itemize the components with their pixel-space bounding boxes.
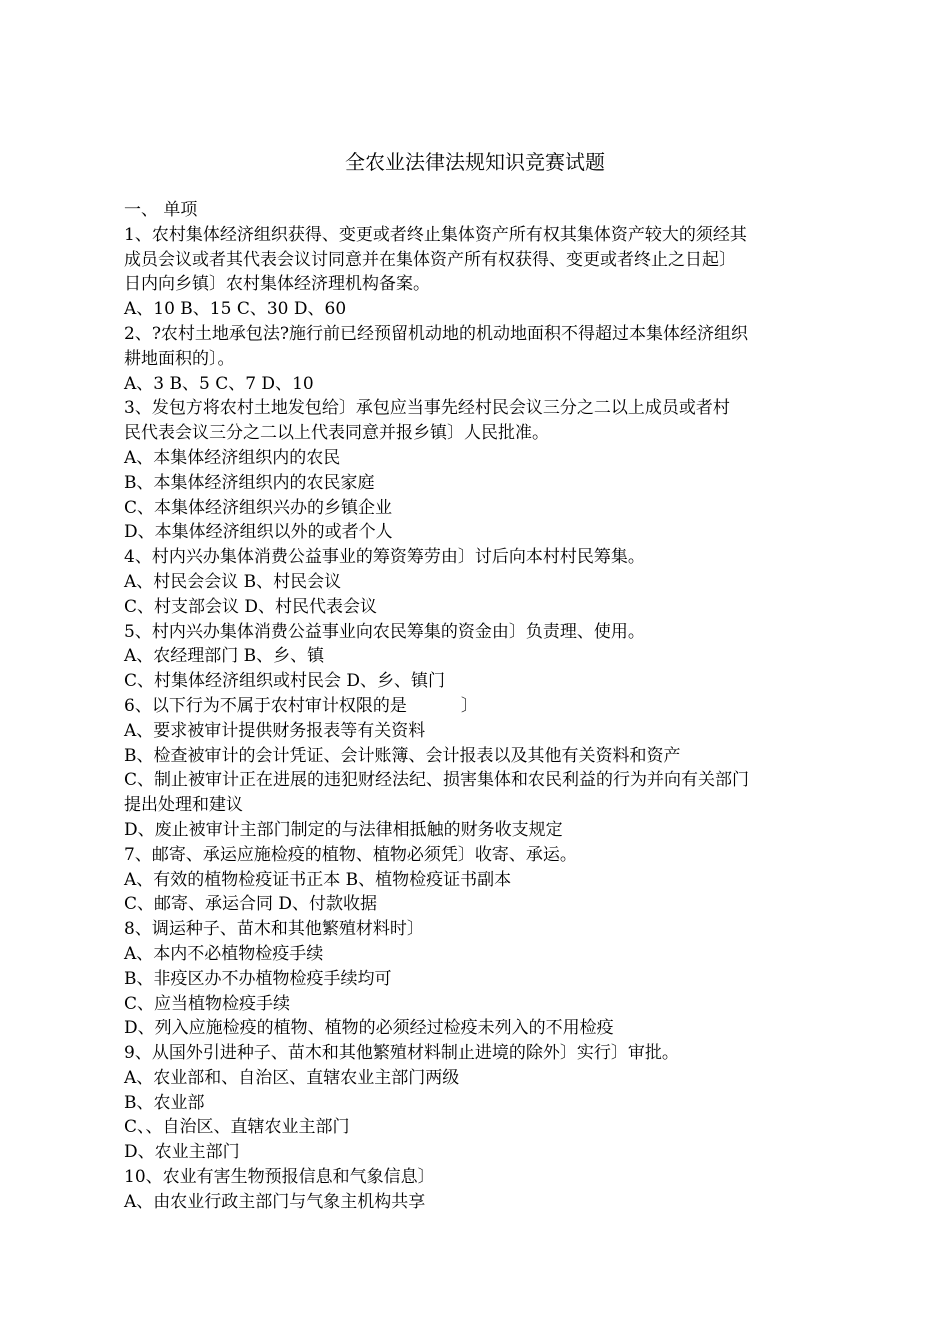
text-line: 一、 单项 bbox=[124, 200, 198, 220]
text-line: 4、村内兴办集体消费公益事业的筹资筹劳由〕讨后向本村村民筹集。 bbox=[124, 547, 645, 568]
text-line: 5、村内兴办集体消费公益事业向农民筹集的资金由〕负责理、使用。 bbox=[124, 621, 645, 642]
text-line: 日内向乡镇〕农村集体经济理机构备案。 bbox=[124, 274, 430, 295]
text-line: A、农经理部门 B、乡、镇 bbox=[124, 646, 325, 667]
text-line: C、制止被审计正在进展的违犯财经法纪、损害集体和农民利益的行为并向有关部门 bbox=[124, 770, 750, 791]
text-line: 8、调运种子、苗木和其他繁殖材料时〕 bbox=[124, 919, 424, 940]
text-line: B、农业部 bbox=[124, 1092, 205, 1113]
text-line: D、农业主部门 bbox=[124, 1142, 240, 1163]
text-line: B、检查被审计的会计凭证、会计账簿、会计报表以及其他有关资料和资产 bbox=[124, 745, 681, 766]
text-line: 耕地面积的〕。 bbox=[124, 348, 235, 369]
document-title: 全农业法律法规知识竞赛试题 bbox=[345, 150, 605, 174]
text-line: A、10 B、15 C、30 D、60 bbox=[124, 299, 347, 320]
text-line: C、、自治区、直辖农业主部门 bbox=[124, 1117, 350, 1138]
text-line: A、3 B、5 C、7 D、10 bbox=[124, 373, 314, 394]
text-line: D、本集体经济组织以外的或者个人 bbox=[124, 522, 393, 543]
text-line: A、农业部和、自治区、直辖农业主部门两级 bbox=[124, 1067, 460, 1088]
text-line: 9、从国外引进种子、苗木和其他繁殖材料制止进境的除外〕实行〕审批。 bbox=[124, 1043, 679, 1064]
text-line: C、应当植物检疫手续 bbox=[124, 993, 291, 1014]
text-line: C、本集体经济组织兴办的乡镇企业 bbox=[124, 497, 393, 518]
text-line: A、本内不必植物检疫手续 bbox=[124, 943, 324, 964]
text-line: 10、农业有害生物预报信息和气象信息〕 bbox=[124, 1167, 435, 1188]
text-line: 3、发包方将农村土地发包给〕承包应当事先经村民会议三分之二以上成员或者村 bbox=[124, 398, 730, 419]
text-line: 6、以下行为不属于农村审计权限的是 〕 bbox=[124, 695, 478, 716]
text-line: 成员会议或者其代表会议讨同意并在集体资产所有权获得、变更或者终止之日起〕 bbox=[124, 249, 736, 270]
text-line: D、废止被审计主部门制定的与法律相抵触的财务收支规定 bbox=[124, 819, 563, 840]
text-line: A、本集体经济组织内的农民 bbox=[124, 447, 341, 468]
text-line: 2、?农村土地承包法?施行前已经预留机动地的机动地面积不得超过本集体经济组织 bbox=[124, 323, 749, 344]
text-line: 7、邮寄、承运应施检疫的植物、植物必须凭〕收寄、承运。 bbox=[124, 844, 577, 865]
text-line: C、邮寄、承运合同 D、付款收据 bbox=[124, 894, 378, 915]
text-line: 提出处理和建议 bbox=[124, 795, 243, 816]
text-line: B、非疫区办不办植物检疫手续均可 bbox=[124, 968, 392, 989]
text-line: 民代表会议三分之二以上代表同意并报乡镇〕人民批准。 bbox=[124, 423, 549, 444]
text-line: B、本集体经济组织内的农民家庭 bbox=[124, 472, 375, 493]
document-body bbox=[124, 198, 839, 1215]
text-line: D、列入应施检疫的植物、植物的必须经过检疫未列入的不用检疫 bbox=[124, 1018, 614, 1039]
text-line: C、村集体经济组织或村民会 D、乡、镇门 bbox=[124, 671, 446, 692]
text-line: A、村民会会议 B、村民会议 bbox=[124, 571, 342, 592]
text-line: 1、农村集体经济组织获得、变更或者终止集体资产所有权其集体资产较大的须经其 bbox=[124, 224, 747, 245]
text-line: A、要求被审计提供财务报表等有关资料 bbox=[124, 720, 426, 741]
text-line: A、有效的植物检疫证书正本 B、植物检疫证书副本 bbox=[124, 869, 512, 890]
text-line: C、村支部会议 D、村民代表会议 bbox=[124, 596, 378, 617]
text-line: A、由农业行政主部门与气象主机构共享 bbox=[124, 1191, 426, 1212]
